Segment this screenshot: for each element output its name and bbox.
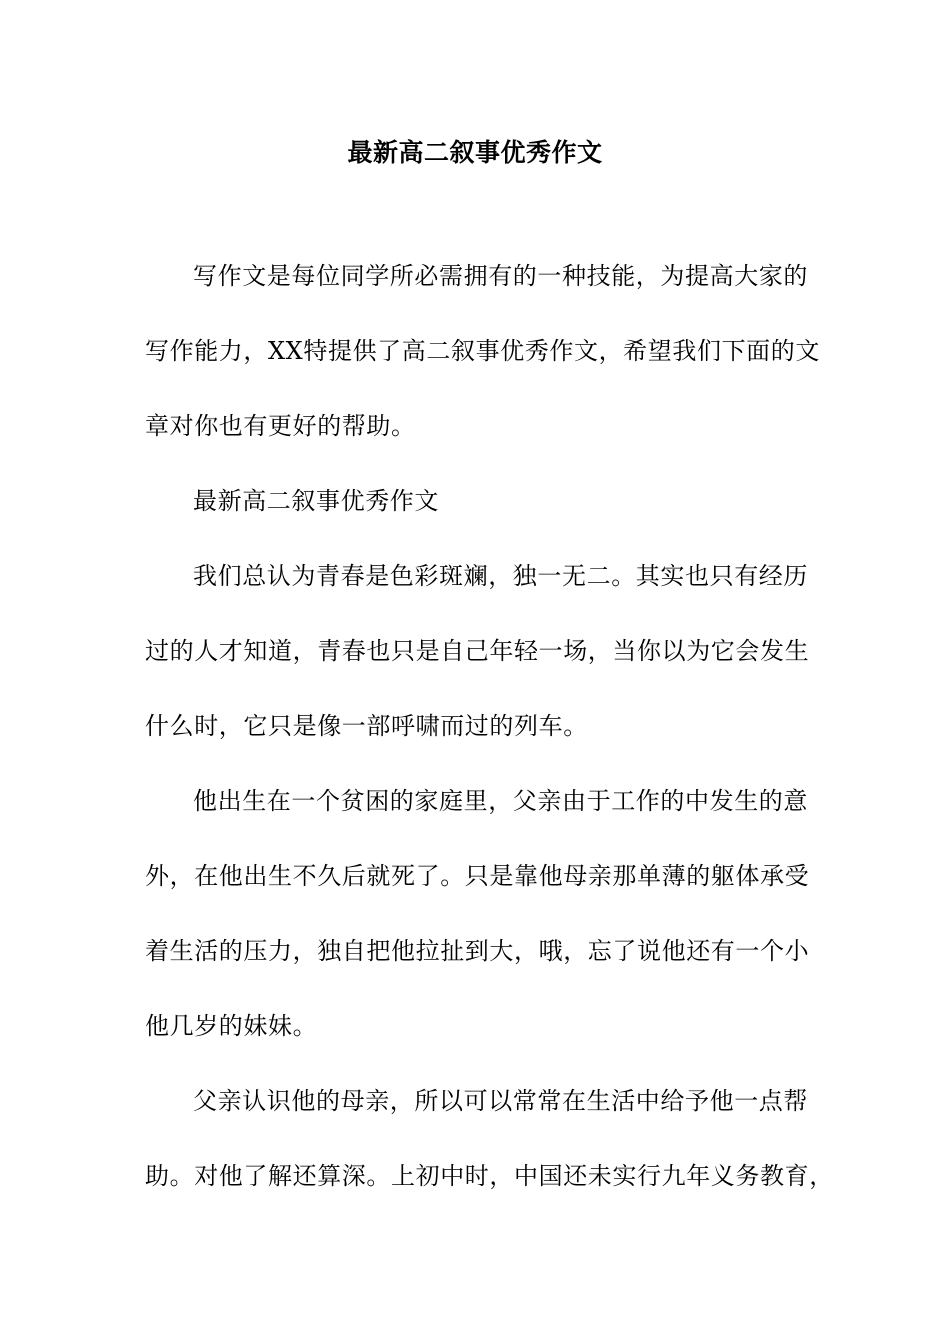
paragraph-line: 写作能力，XX特提供了高二叙事优秀作文，希望我们下面的文 xyxy=(145,337,820,365)
paragraph xyxy=(145,257,820,445)
document-title: 最新高二叙事优秀作文 xyxy=(347,138,603,167)
paragraph-line: 最新高二叙事优秀作文 xyxy=(193,487,439,515)
paragraph-line: 我们总认为青春是色彩斑斓，独一无二。其实也只有经历 xyxy=(193,562,808,590)
paragraph xyxy=(145,1082,834,1195)
paragraph-line: 写作文是每位同学所必需拥有的一种技能，为提高大家的 xyxy=(193,262,808,290)
paragraph-line: 助。对他了解还算深。上初中时，中国还未实行九年义务教育， xyxy=(145,1162,834,1190)
paragraph-line: 父亲认识他的母亲，所以可以常常在生活中给予他一点帮 xyxy=(193,1087,808,1115)
document-body xyxy=(145,257,834,1195)
paragraph xyxy=(145,482,813,520)
paragraph-line: 什么时，它只是像一部呼啸而过的列车。 xyxy=(145,712,588,740)
paragraph-line: 章对你也有更好的帮助。 xyxy=(145,412,416,440)
paragraph-line: 外，在他出生不久后就死了。只是靠他母亲那单薄的躯体承受 xyxy=(145,862,810,890)
paragraph-line: 他几岁的妹妹。 xyxy=(145,1012,318,1040)
paragraph-line: 他出生在一个贫困的家庭里，父亲由于工作的中发生的意 xyxy=(193,787,808,815)
paragraph xyxy=(145,782,813,1045)
paragraph xyxy=(145,557,813,745)
paragraph-line: 着生活的压力，独自把他拉扯到大，哦，忘了说他还有一个小 xyxy=(145,937,810,965)
paragraph-line: 过的人才知道，青春也只是自己年轻一场，当你以为它会发生 xyxy=(145,637,810,665)
